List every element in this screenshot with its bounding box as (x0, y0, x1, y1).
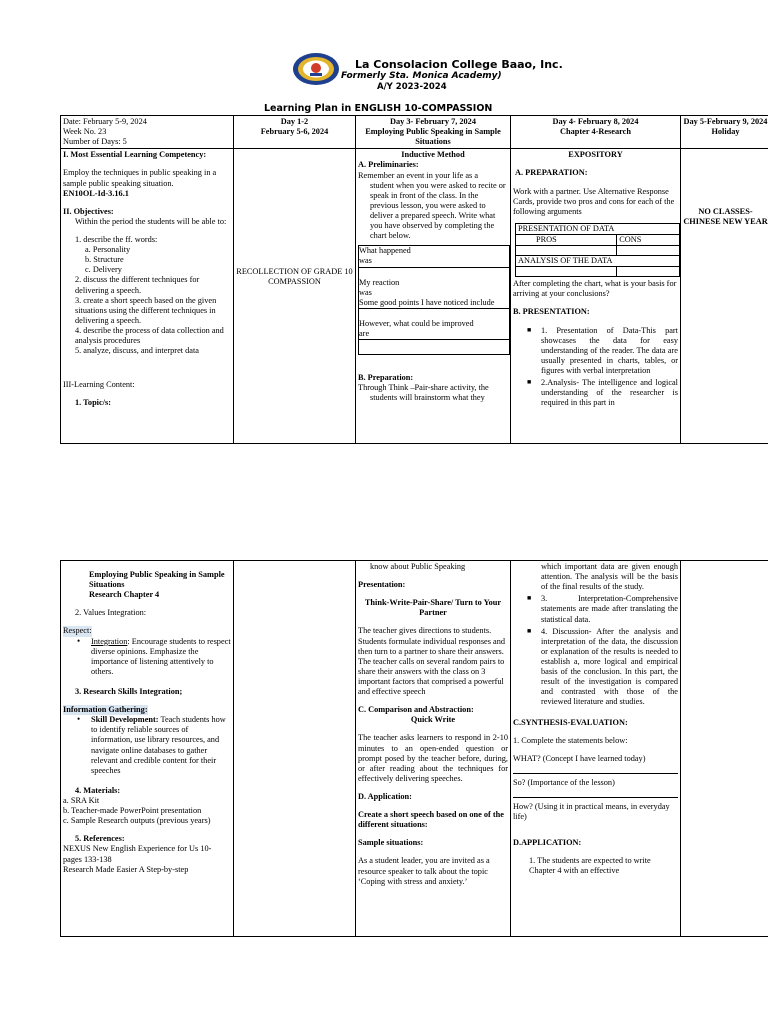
school-name: La Consolacion College Baao, Inc. (355, 58, 563, 71)
preparation-heading: A. PREPARATION: (515, 168, 588, 178)
objective-item: 4. describe the process of data collection and analysis procedures (75, 325, 224, 346)
objectives-intro: Within the period the students will be able to: (75, 216, 227, 226)
day5-subtitle: Holiday (711, 127, 740, 137)
objective-subitem: a. Personality (85, 245, 131, 255)
continued-text: know about Public Speaking (370, 562, 466, 571)
info-list (63, 715, 231, 776)
pros-cons-table (515, 223, 680, 277)
material-item: a. SRA Kit (63, 795, 100, 805)
list-item: ■ 3. Interpretation-Comprehensive statements are made after translating the statistical data. (513, 594, 678, 624)
chart-row-label: What happened (359, 246, 411, 256)
chart-row-label: My reaction (359, 277, 400, 287)
meta-cell (61, 116, 234, 149)
analysis-of-data-label: ANALYSIS OF THE DATA (516, 256, 680, 267)
list-item: ■ 1. Presentation of Data-This part showcases the data for easy understanding of the reader. The data are usually presented in charts, tables, or figures with verbal interpretation (513, 326, 678, 377)
plan-title: Learning Plan in ENGLISH 10-COMPASSION (264, 103, 493, 114)
day3-continued-cell (356, 561, 511, 937)
day3-activities-cell (356, 149, 511, 444)
chart-row-answer: are (359, 329, 509, 340)
preliminaries-heading: A. Preliminaries: (358, 160, 419, 170)
method-heading: Inductive Method (401, 150, 465, 160)
day4-subtitle: Chapter 4-Research (560, 127, 631, 137)
week-text: Week No. 23 (63, 127, 107, 137)
objectives-heading: II. Objectives: (63, 206, 114, 216)
list-item (63, 637, 231, 677)
presentation-of-data-label: PRESENTATION OF DATA (516, 223, 680, 234)
research-skills-heading: 3. Research Skills Integration; (75, 686, 183, 696)
integration-label: Integration (91, 636, 128, 646)
list-item: ■ 2.Analysis- The intelligence and logical understanding of the researcher is required in this part in (513, 378, 678, 408)
learning-content-heading: III-Learning Content: (63, 380, 135, 390)
no-classes-text: NO CLASSES-CHINESE NEW YEAR (683, 206, 768, 226)
day4-header (511, 116, 681, 149)
objective-item: 1. describe the ff. words: (75, 234, 158, 244)
document-header (0, 52, 768, 92)
days-count-text: Number of Days: 5 (63, 137, 127, 147)
reference-item: Research Made Easier A Step-by-step (63, 864, 189, 874)
complete-statements-text: 1. Complete the statements below: (513, 735, 628, 745)
what-prompt: WHAT? (Concept I have learned today) (513, 753, 646, 763)
preliminaries-text: student when you were asked to recite or speak in front of the class. In the previous lesson, you were asked to deliver a prepared speech. Write what you have observed by completing the chart below. (370, 180, 506, 241)
table-header-row (61, 116, 768, 149)
chart-row-label: Some good points I have noticed include (359, 298, 509, 309)
research-chapter: Research Chapter 4 (89, 590, 160, 600)
objective-item: 3. create a short speech based on the given situations using the different techniques in delivering a speech. (75, 295, 217, 325)
create-speech-text: Create a short speech based on one of the different situations: (358, 810, 504, 830)
respect-list (63, 637, 231, 677)
preparation-heading: B. Preparation: (358, 373, 414, 383)
holiday-cell (681, 149, 768, 444)
preliminaries-text: Remember an event in your life as a (358, 170, 479, 180)
analysis-list (513, 562, 678, 708)
presentation-heading: Presentation: (358, 580, 406, 590)
objective-item: 2. discuss the different techniques for delivering a speech. (75, 275, 200, 295)
learning-plan-table-page1 (60, 115, 768, 444)
date-text: Date: February 5-9, 2024 (63, 117, 147, 126)
material-item: b. Teacher-made PowerPoint presentation (63, 806, 202, 816)
recollection-text: RECOLLECTION OF GRADE 10 COMPASSION (236, 266, 353, 286)
values-heading: 2. Values Integration: (75, 608, 147, 618)
quick-write-text: The teacher asks learners to respond in 2-10 minutes to an open-ended question or prompt posed by the teacher before, during, or after reading about the techniques for effectively delivering speeches. (358, 733, 508, 783)
sample-situations-heading: Sample situations: (358, 838, 424, 848)
twps-text: The teacher gives directions to students. Students formulate individual responses and then turn to a partner to share their answers. The teacher calls on several random pairs to share their answers with the class on 3 important factors that comprised a powerful and effective speech (358, 626, 506, 697)
materials-heading: 4. Materials: (75, 785, 121, 795)
skill-text: Teach students how to identify reliable sources of information, use library resources, and navigate online databases to gather relevant and credible content for their speeches (91, 715, 226, 775)
pros-label: PROS (516, 234, 617, 245)
application-heading: D.APPLICATION: (513, 838, 582, 848)
cons-label: CONS (617, 234, 680, 245)
mec-heading: I. Most Essential Learning Competency: (63, 150, 207, 160)
references-heading: 5. References: (75, 834, 125, 844)
competency-objectives-cell (61, 149, 234, 444)
presentation-list (513, 326, 678, 409)
twps-heading: Think-Write-Pair-Share/ Turn to Your Partner (364, 598, 502, 618)
learning-plan-table-page2 (60, 560, 768, 937)
material-item: c. Sample Research outputs (previous years) (63, 816, 211, 826)
info-gathering-label: Information Gathering: (63, 705, 148, 715)
objective-subitem: b. Structure (85, 255, 124, 265)
skill-label: Skill Development: (91, 715, 159, 725)
sample-situation-text: As a student leader, you are invited as a resource speaker to talk about the topic ‘Coping with stress and anxiety.’ (358, 856, 490, 886)
table-body-row (61, 149, 768, 444)
empty-day5-cell (681, 561, 768, 937)
day1-title: Day 1-2 (280, 117, 309, 126)
preparation-text: Work with a partner. Use Alternative Response Cards, provide two pros and cons for each of the following arguments (513, 186, 675, 216)
day4-continued-cell (511, 561, 681, 937)
topic-heading: 1. Topic/s: (75, 398, 111, 408)
list-item: ■ 4. Discussion- After the analysis and interpretation of the data, the discussion or explanation of the results is needed to establish a, more logical and empirical basis of the conclusion. In this part, the result of the investigation is compared and contrasted with those of the reviewed literature and studies. (513, 627, 678, 708)
academic-year: A/Y 2023-2024 (377, 82, 447, 92)
integration-text: : Encourage students to respect diverse opinions. Emphasize the importance of listening attentively to others. (91, 636, 231, 676)
expository-heading: EXPOSITORY (568, 150, 623, 160)
day4-title: Day 4- February 8, 2024 (552, 117, 639, 126)
after-chart-question: After completing the chart, what is your basis for arriving at your conclusions? (513, 279, 677, 299)
preparation-text: Through Think –Pair-share activity, the (358, 383, 489, 393)
list-item (63, 715, 231, 776)
answer-line (513, 765, 678, 774)
table-body-row (61, 561, 768, 937)
chart-row-answer: was (359, 256, 509, 267)
chart-row-answer: was (359, 287, 372, 297)
mec-text: Employ the techniques in public speaking in a sample public speaking situation. (63, 168, 217, 188)
empty-day1-cell (234, 561, 356, 937)
application-heading: D. Application: (358, 791, 412, 801)
day3-title: Day 3- February 7, 2024 (390, 117, 476, 126)
day5-title: Day 5-February 9, 2024 (683, 117, 768, 126)
content-materials-cell (61, 561, 234, 937)
competency-code: EN10OL-Id-3.16.1 (63, 188, 129, 198)
reflection-chart (358, 245, 510, 355)
school-seal-icon (292, 52, 340, 86)
list-item-continued: which important data are given enough attention. The analysis will be the basis of the final results of the study. (541, 562, 678, 592)
synthesis-heading: C.SYNTHESIS-EVALUATION: (513, 717, 628, 727)
answer-line (513, 789, 678, 798)
application-item: 1. The students are expected to write Chapter 4 with an effective (529, 856, 651, 876)
recollection-cell (234, 149, 356, 444)
reference-item: NEXUS New English Experience for Us 10- pages 133-138 (63, 844, 212, 864)
day1-date: February 5-6, 2024 (260, 127, 329, 137)
comparison-heading: C. Comparison and Abstraction: (358, 705, 474, 715)
respect-label: Respect: (63, 626, 92, 636)
chart-row-label: However, what could be improved (359, 318, 474, 328)
preparation-text: students will brainstorm what they (370, 393, 485, 403)
former-name: Formerly Sta. Monica Academy) (341, 71, 502, 81)
how-prompt: How? (Using it in practical means, in everyday life) (513, 801, 670, 822)
day5-header (681, 116, 768, 149)
day4-activities-cell (511, 149, 681, 444)
topic-title: Employing Public Speaking in Sample Situations (89, 570, 225, 590)
objective-subitem: c. Delivery (85, 265, 122, 275)
day3-header (356, 116, 511, 149)
so-prompt: So? (Importance of the lesson) (513, 777, 615, 787)
presentation-heading: B. PRESENTATION: (513, 307, 590, 317)
quick-write-heading: Quick Write (410, 715, 456, 725)
day1-header (234, 116, 356, 149)
day3-subtitle: Employing Public Speaking in Sample Situations (365, 127, 501, 147)
objective-item: 5. analyze, discuss, and interpret data (75, 346, 199, 356)
